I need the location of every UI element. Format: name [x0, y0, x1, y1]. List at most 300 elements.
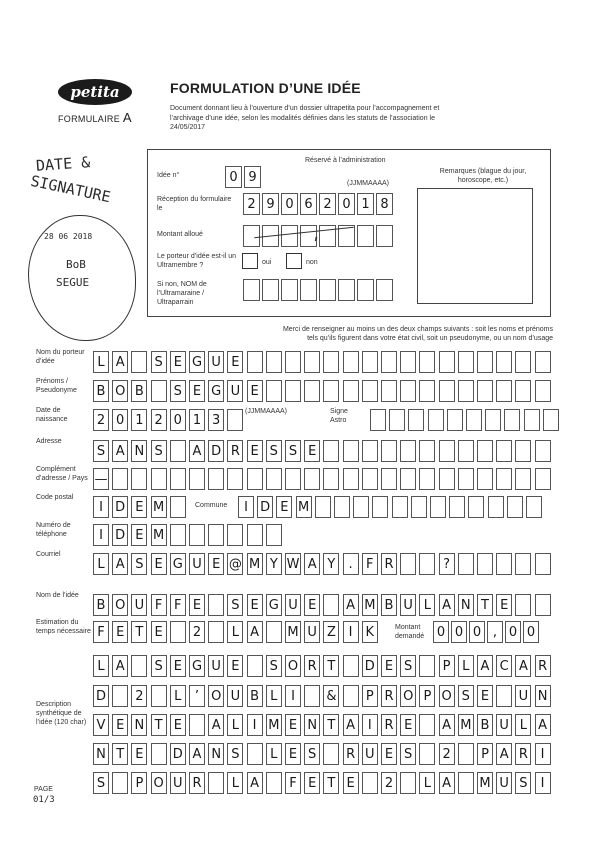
nom-idee-cell[interactable]: A: [343, 594, 359, 616]
description-cell[interactable]: I: [247, 714, 263, 736]
description-cell[interactable]: E: [170, 655, 186, 677]
description-cell[interactable]: ’: [189, 685, 205, 707]
description-cell[interactable]: E: [112, 714, 128, 736]
prenom-cell[interactable]: [400, 380, 416, 402]
prenom-cell[interactable]: B: [131, 380, 147, 402]
nom-idee-cell[interactable]: U: [285, 594, 301, 616]
description-cell[interactable]: T: [323, 714, 339, 736]
reception-date-cell[interactable]: 9: [262, 193, 279, 215]
description-cell[interactable]: [112, 772, 128, 794]
adresse-cell[interactable]: D: [208, 440, 224, 462]
description-cell[interactable]: A: [112, 655, 128, 677]
amount-cell[interactable]: [357, 225, 374, 247]
description-cell[interactable]: N: [535, 685, 551, 707]
adresse-cell[interactable]: [458, 440, 474, 462]
prenom-cell[interactable]: G: [208, 380, 224, 402]
montant-cell[interactable]: ,: [487, 621, 503, 643]
complement-cell[interactable]: [496, 468, 512, 490]
description-cell[interactable]: A: [515, 655, 531, 677]
prenom-cell[interactable]: [381, 380, 397, 402]
phone-cell[interactable]: [227, 524, 243, 546]
phone-cell[interactable]: E: [131, 524, 147, 546]
description-cell[interactable]: O: [285, 655, 301, 677]
prenom-cell[interactable]: [458, 380, 474, 402]
complement-cell[interactable]: [381, 468, 397, 490]
description-cell[interactable]: U: [362, 743, 378, 765]
courriel-cell[interactable]: G: [170, 553, 186, 575]
description-cell[interactable]: &: [323, 685, 339, 707]
nom-idee-cell[interactable]: A: [439, 594, 455, 616]
nom-cell[interactable]: G: [189, 351, 205, 373]
description-cell[interactable]: E: [285, 743, 301, 765]
complement-cell[interactable]: [170, 468, 186, 490]
reception-date-cell[interactable]: 0: [338, 193, 355, 215]
nom-cell[interactable]: [458, 351, 474, 373]
prenom-cell[interactable]: [515, 380, 531, 402]
adresse-cell[interactable]: [170, 440, 186, 462]
commune-cell[interactable]: [411, 496, 427, 518]
adresse-cell[interactable]: N: [131, 440, 147, 462]
prenom-cell[interactable]: B: [93, 380, 109, 402]
prenom-cell[interactable]: [496, 380, 512, 402]
description-cell[interactable]: A: [247, 772, 263, 794]
courriel-cell[interactable]: [400, 553, 416, 575]
idea-number-cell[interactable]: 9: [244, 166, 261, 188]
description-cell[interactable]: [458, 772, 474, 794]
nom-idee-cell[interactable]: T: [477, 594, 493, 616]
description-cell[interactable]: L: [266, 743, 282, 765]
birthdate-cell[interactable]: 3: [208, 409, 224, 431]
nom-cell[interactable]: [477, 351, 493, 373]
prenom-cell[interactable]: [266, 380, 282, 402]
courriel-cell[interactable]: [419, 553, 435, 575]
description-cell[interactable]: P: [131, 772, 147, 794]
astro-cell[interactable]: [524, 409, 540, 431]
commune-cell[interactable]: [526, 496, 542, 518]
adresse-cell[interactable]: S: [93, 440, 109, 462]
astro-cell[interactable]: [485, 409, 501, 431]
description-cell[interactable]: U: [170, 772, 186, 794]
adresse-cell[interactable]: S: [151, 440, 167, 462]
description-cell[interactable]: [247, 743, 263, 765]
description-cell[interactable]: L: [227, 714, 243, 736]
complement-cell[interactable]: [439, 468, 455, 490]
montant-cell[interactable]: 0: [433, 621, 449, 643]
nom-cell[interactable]: [535, 351, 551, 373]
phone-cell[interactable]: [170, 524, 186, 546]
courriel-cell[interactable]: S: [131, 553, 147, 575]
birthdate-cell[interactable]: 0: [170, 409, 186, 431]
astro-cell[interactable]: [408, 409, 424, 431]
reception-date-cell[interactable]: 2: [243, 193, 260, 215]
commune-cell[interactable]: [449, 496, 465, 518]
courriel-cell[interactable]: U: [189, 553, 205, 575]
complement-cell[interactable]: [266, 468, 282, 490]
description-cell[interactable]: D: [93, 685, 109, 707]
courriel-cell[interactable]: R: [381, 553, 397, 575]
adresse-cell[interactable]: [381, 440, 397, 462]
estimation-cell[interactable]: A: [247, 621, 263, 643]
description-cell[interactable]: [151, 685, 167, 707]
nom-cell[interactable]: [419, 351, 435, 373]
description-cell[interactable]: P: [419, 685, 435, 707]
astro-cell[interactable]: [466, 409, 482, 431]
prenom-cell[interactable]: U: [227, 380, 243, 402]
nom-idee-cell[interactable]: G: [266, 594, 282, 616]
oui-checkbox[interactable]: [242, 253, 258, 269]
description-cell[interactable]: I: [362, 714, 378, 736]
description-cell[interactable]: U: [208, 655, 224, 677]
description-cell[interactable]: A: [189, 743, 205, 765]
complement-cell[interactable]: [419, 468, 435, 490]
description-cell[interactable]: [247, 655, 263, 677]
astro-cell[interactable]: [428, 409, 444, 431]
estimation-cell[interactable]: U: [304, 621, 320, 643]
postcode-cell[interactable]: [170, 496, 186, 518]
complement-cell[interactable]: [227, 468, 243, 490]
description-cell[interactable]: S: [458, 685, 474, 707]
commune-cell[interactable]: D: [257, 496, 273, 518]
description-cell[interactable]: [131, 655, 147, 677]
prenom-cell[interactable]: [151, 380, 167, 402]
nom-idee-cell[interactable]: [208, 594, 224, 616]
description-cell[interactable]: E: [381, 655, 397, 677]
commune-cell[interactable]: M: [296, 496, 312, 518]
phone-cell[interactable]: M: [151, 524, 167, 546]
commune-cell[interactable]: [488, 496, 504, 518]
idea-number-cell[interactable]: 0: [225, 166, 242, 188]
nom-cell[interactable]: S: [151, 351, 167, 373]
description-cell[interactable]: R: [343, 743, 359, 765]
commune-cell[interactable]: I: [238, 496, 254, 518]
prenom-cell[interactable]: [477, 380, 493, 402]
nom-cell[interactable]: [247, 351, 263, 373]
complement-cell[interactable]: [285, 468, 301, 490]
complement-cell[interactable]: [189, 468, 205, 490]
nom-idee-cell[interactable]: M: [362, 594, 378, 616]
reception-date-cell[interactable]: 6: [300, 193, 317, 215]
courriel-cell[interactable]: E: [151, 553, 167, 575]
description-cell[interactable]: E: [304, 772, 320, 794]
nom-idee-cell[interactable]: S: [227, 594, 243, 616]
description-cell[interactable]: [458, 743, 474, 765]
courriel-cell[interactable]: L: [93, 553, 109, 575]
description-cell[interactable]: A: [439, 772, 455, 794]
amount-cell[interactable]: [376, 225, 393, 247]
estimation-cell[interactable]: K: [362, 621, 378, 643]
nom-cell[interactable]: [343, 351, 359, 373]
description-cell[interactable]: O: [208, 685, 224, 707]
description-cell[interactable]: L: [458, 655, 474, 677]
adresse-cell[interactable]: A: [189, 440, 205, 462]
description-cell[interactable]: P: [439, 655, 455, 677]
description-cell[interactable]: [419, 714, 435, 736]
complement-cell[interactable]: [535, 468, 551, 490]
estimation-cell[interactable]: I: [343, 621, 359, 643]
birthdate-cell[interactable]: 2: [93, 409, 109, 431]
phone-cell[interactable]: [208, 524, 224, 546]
postcode-cell[interactable]: E: [131, 496, 147, 518]
astro-cell[interactable]: [370, 409, 386, 431]
prenom-cell[interactable]: [419, 380, 435, 402]
courriel-cell[interactable]: [535, 553, 551, 575]
courriel-cell[interactable]: E: [208, 553, 224, 575]
nom-cell[interactable]: [496, 351, 512, 373]
courriel-cell[interactable]: A: [112, 553, 128, 575]
description-cell[interactable]: A: [439, 714, 455, 736]
sponsor-cell[interactable]: [376, 279, 393, 301]
birthdate-cell[interactable]: [227, 409, 243, 431]
prenom-cell[interactable]: O: [112, 380, 128, 402]
description-cell[interactable]: [189, 714, 205, 736]
description-cell[interactable]: R: [304, 655, 320, 677]
nom-cell[interactable]: A: [112, 351, 128, 373]
description-cell[interactable]: L: [170, 685, 186, 707]
estimation-cell[interactable]: 2: [189, 621, 205, 643]
courriel-cell[interactable]: ?: [439, 553, 455, 575]
description-cell[interactable]: E: [477, 685, 493, 707]
montant-cell[interactable]: 0: [451, 621, 467, 643]
prenom-cell[interactable]: [362, 380, 378, 402]
postcode-cell[interactable]: D: [112, 496, 128, 518]
estimation-cell[interactable]: F: [93, 621, 109, 643]
description-cell[interactable]: R: [515, 743, 531, 765]
description-cell[interactable]: U: [227, 685, 243, 707]
phone-cell[interactable]: D: [112, 524, 128, 546]
nom-idee-cell[interactable]: [535, 594, 551, 616]
description-cell[interactable]: A: [535, 714, 551, 736]
adresse-cell[interactable]: R: [227, 440, 243, 462]
description-cell[interactable]: [304, 685, 320, 707]
commune-cell[interactable]: [392, 496, 408, 518]
description-cell[interactable]: I: [535, 772, 551, 794]
prenom-cell[interactable]: [535, 380, 551, 402]
description-cell[interactable]: N: [208, 743, 224, 765]
sponsor-cell[interactable]: [338, 279, 355, 301]
courriel-cell[interactable]: M: [247, 553, 263, 575]
phone-cell[interactable]: [247, 524, 263, 546]
birthdate-cell[interactable]: 0: [112, 409, 128, 431]
astro-cell[interactable]: [543, 409, 559, 431]
nom-idee-cell[interactable]: E: [247, 594, 263, 616]
adresse-cell[interactable]: [496, 440, 512, 462]
sponsor-cell[interactable]: [300, 279, 317, 301]
nom-idee-cell[interactable]: [323, 594, 339, 616]
description-cell[interactable]: E: [285, 714, 301, 736]
nom-idee-cell[interactable]: B: [381, 594, 397, 616]
complement-cell[interactable]: [362, 468, 378, 490]
description-cell[interactable]: 2: [131, 685, 147, 707]
description-cell[interactable]: L: [93, 655, 109, 677]
description-cell[interactable]: E: [131, 743, 147, 765]
description-cell[interactable]: E: [381, 743, 397, 765]
description-cell[interactable]: M: [266, 714, 282, 736]
complement-cell[interactable]: [515, 468, 531, 490]
nom-cell[interactable]: [381, 351, 397, 373]
commune-cell[interactable]: [334, 496, 350, 518]
nom-idee-cell[interactable]: E: [304, 594, 320, 616]
description-cell[interactable]: M: [458, 714, 474, 736]
description-cell[interactable]: [400, 772, 416, 794]
phone-cell[interactable]: I: [93, 524, 109, 546]
description-cell[interactable]: A: [496, 743, 512, 765]
nom-cell[interactable]: E: [170, 351, 186, 373]
complement-cell[interactable]: [131, 468, 147, 490]
adresse-cell[interactable]: [535, 440, 551, 462]
estimation-cell[interactable]: [208, 621, 224, 643]
description-cell[interactable]: S: [151, 655, 167, 677]
nom-idee-cell[interactable]: N: [458, 594, 474, 616]
commune-cell[interactable]: [468, 496, 484, 518]
sponsor-cell[interactable]: [281, 279, 298, 301]
amount-cell[interactable]: [281, 225, 298, 247]
description-cell[interactable]: T: [323, 655, 339, 677]
description-cell[interactable]: N: [131, 714, 147, 736]
commune-cell[interactable]: [315, 496, 331, 518]
nom-idee-cell[interactable]: U: [131, 594, 147, 616]
adresse-cell[interactable]: [362, 440, 378, 462]
sponsor-cell[interactable]: [243, 279, 260, 301]
description-cell[interactable]: D: [170, 743, 186, 765]
courriel-cell[interactable]: [477, 553, 493, 575]
description-cell[interactable]: [496, 685, 512, 707]
complement-cell[interactable]: [247, 468, 263, 490]
sponsor-cell[interactable]: [319, 279, 336, 301]
nom-cell[interactable]: [439, 351, 455, 373]
prenom-cell[interactable]: E: [189, 380, 205, 402]
adresse-cell[interactable]: [400, 440, 416, 462]
description-cell[interactable]: I: [535, 743, 551, 765]
complement-cell[interactable]: [151, 468, 167, 490]
prenom-cell[interactable]: S: [170, 380, 186, 402]
complement-cell[interactable]: [343, 468, 359, 490]
description-cell[interactable]: T: [151, 714, 167, 736]
non-checkbox[interactable]: [286, 253, 302, 269]
description-cell[interactable]: A: [477, 655, 493, 677]
adresse-cell[interactable]: [477, 440, 493, 462]
description-cell[interactable]: A: [208, 714, 224, 736]
prenom-cell[interactable]: [439, 380, 455, 402]
nom-cell[interactable]: [515, 351, 531, 373]
nom-cell[interactable]: [400, 351, 416, 373]
complement-cell[interactable]: [458, 468, 474, 490]
commune-cell[interactable]: [372, 496, 388, 518]
reception-date-cell[interactable]: 0: [281, 193, 298, 215]
nom-cell[interactable]: [266, 351, 282, 373]
astro-cell[interactable]: [447, 409, 463, 431]
description-cell[interactable]: 2: [381, 772, 397, 794]
description-cell[interactable]: [419, 655, 435, 677]
complement-cell[interactable]: [208, 468, 224, 490]
description-cell[interactable]: U: [515, 685, 531, 707]
courriel-cell[interactable]: W: [285, 553, 301, 575]
description-cell[interactable]: F: [285, 772, 301, 794]
description-cell[interactable]: P: [362, 685, 378, 707]
description-cell[interactable]: T: [112, 743, 128, 765]
nom-cell[interactable]: [362, 351, 378, 373]
description-cell[interactable]: M: [477, 772, 493, 794]
nom-cell[interactable]: [323, 351, 339, 373]
birthdate-cell[interactable]: 1: [189, 409, 205, 431]
postcode-cell[interactable]: M: [151, 496, 167, 518]
adresse-cell[interactable]: E: [304, 440, 320, 462]
description-cell[interactable]: L: [515, 714, 531, 736]
prenom-cell[interactable]: [304, 380, 320, 402]
estimation-cell[interactable]: L: [227, 621, 243, 643]
commune-cell[interactable]: [507, 496, 523, 518]
estimation-cell[interactable]: M: [285, 621, 301, 643]
description-cell[interactable]: S: [93, 772, 109, 794]
phone-cell[interactable]: [189, 524, 205, 546]
reception-date-cell[interactable]: 1: [357, 193, 374, 215]
description-cell[interactable]: T: [323, 772, 339, 794]
nom-cell[interactable]: [304, 351, 320, 373]
description-cell[interactable]: U: [496, 772, 512, 794]
description-cell[interactable]: C: [496, 655, 512, 677]
phone-cell[interactable]: [266, 524, 282, 546]
description-cell[interactable]: G: [189, 655, 205, 677]
description-cell[interactable]: [343, 685, 359, 707]
astro-cell[interactable]: [504, 409, 520, 431]
complement-cell[interactable]: [400, 468, 416, 490]
reception-date-cell[interactable]: 2: [319, 193, 336, 215]
courriel-cell[interactable]: Y: [323, 553, 339, 575]
description-cell[interactable]: R: [535, 655, 551, 677]
commune-cell[interactable]: [353, 496, 369, 518]
estimation-cell[interactable]: Z: [323, 621, 339, 643]
sponsor-cell[interactable]: [262, 279, 279, 301]
sponsor-cell[interactable]: [357, 279, 374, 301]
description-cell[interactable]: A: [343, 714, 359, 736]
description-cell[interactable]: N: [93, 743, 109, 765]
commune-cell[interactable]: [430, 496, 446, 518]
description-cell[interactable]: R: [189, 772, 205, 794]
prenom-cell[interactable]: [343, 380, 359, 402]
courriel-cell[interactable]: [496, 553, 512, 575]
description-cell[interactable]: R: [381, 714, 397, 736]
nom-idee-cell[interactable]: U: [400, 594, 416, 616]
description-cell[interactable]: [112, 685, 128, 707]
adresse-cell[interactable]: S: [266, 440, 282, 462]
estimation-cell[interactable]: [266, 621, 282, 643]
adresse-cell[interactable]: A: [112, 440, 128, 462]
adresse-cell[interactable]: [419, 440, 435, 462]
postcode-cell[interactable]: I: [93, 496, 109, 518]
birthdate-cell[interactable]: 2: [151, 409, 167, 431]
description-cell[interactable]: L: [419, 772, 435, 794]
adresse-cell[interactable]: E: [247, 440, 263, 462]
prenom-cell[interactable]: [285, 380, 301, 402]
courriel-cell[interactable]: [458, 553, 474, 575]
description-cell[interactable]: S: [304, 743, 320, 765]
description-cell[interactable]: [419, 743, 435, 765]
description-cell[interactable]: S: [227, 743, 243, 765]
complement-cell[interactable]: [112, 468, 128, 490]
description-cell[interactable]: [151, 743, 167, 765]
description-cell[interactable]: R: [381, 685, 397, 707]
courriel-cell[interactable]: .: [343, 553, 359, 575]
description-cell[interactable]: U: [496, 714, 512, 736]
nom-cell[interactable]: U: [208, 351, 224, 373]
adresse-cell[interactable]: [515, 440, 531, 462]
description-cell[interactable]: B: [477, 714, 493, 736]
description-cell[interactable]: [208, 772, 224, 794]
description-cell[interactable]: S: [266, 655, 282, 677]
nom-cell[interactable]: [131, 351, 147, 373]
montant-cell[interactable]: 0: [523, 621, 539, 643]
description-cell[interactable]: [266, 772, 282, 794]
description-cell[interactable]: V: [93, 714, 109, 736]
